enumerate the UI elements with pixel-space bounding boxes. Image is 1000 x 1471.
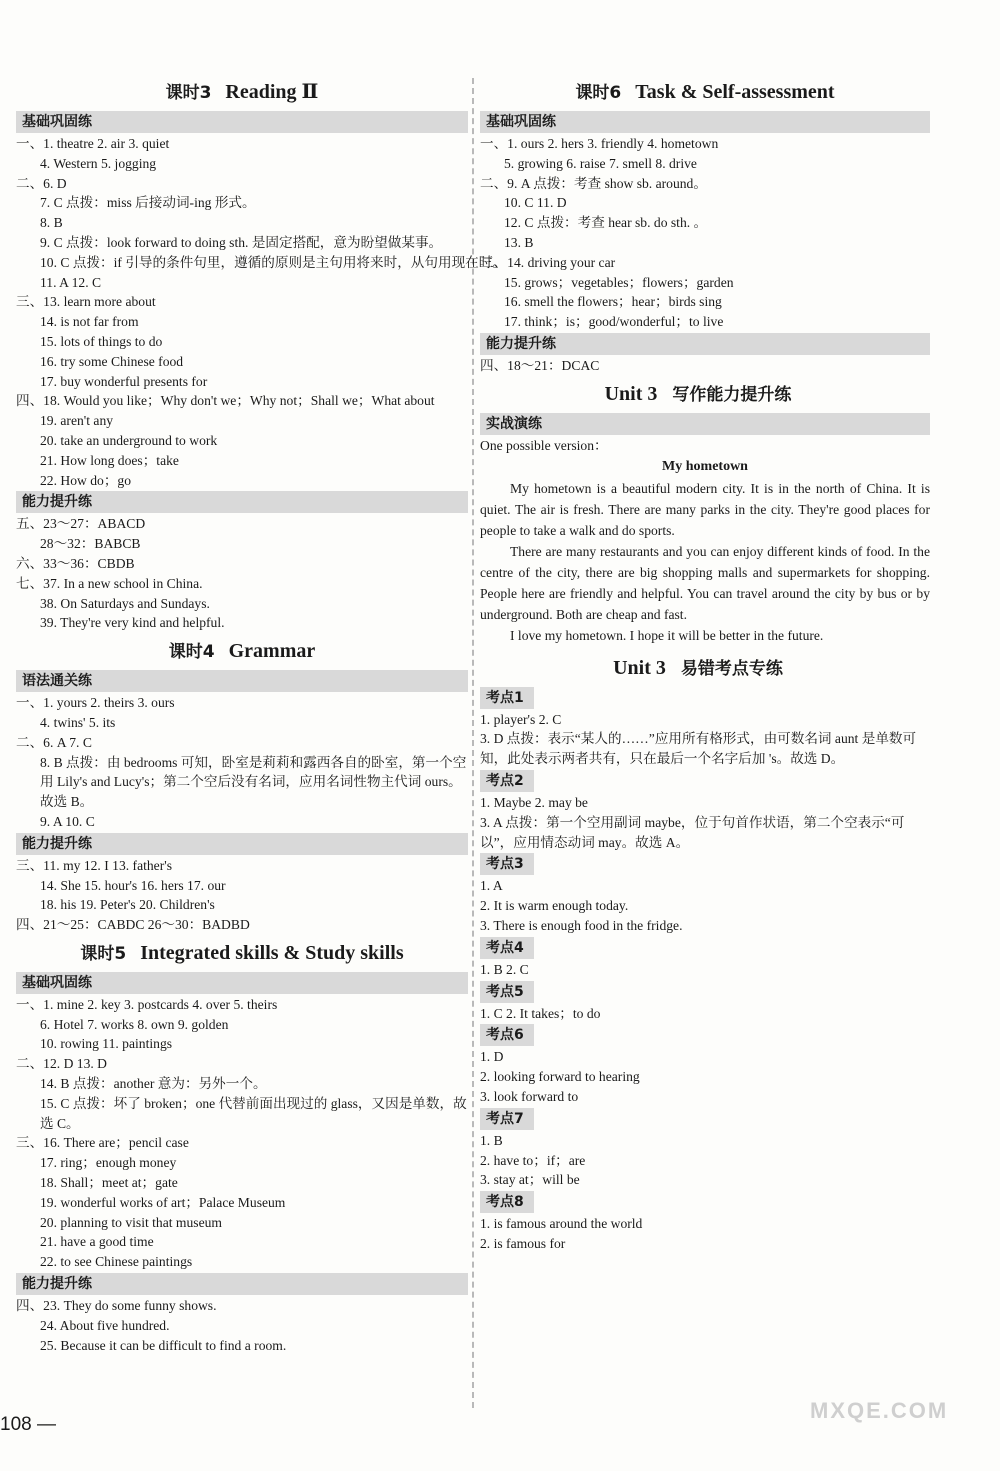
answer-line: 11. A 12. C	[40, 274, 102, 290]
answer-line: 4. twins' 5. its	[40, 714, 116, 730]
point-label: 考点5	[480, 981, 534, 1003]
answer-line: 1. C 2. It takes；to do	[480, 1005, 601, 1021]
answer-line: 二、9. A 点拨：考查 show sb. around。	[480, 175, 707, 191]
answer-list	[480, 356, 930, 376]
watermark: MXQE.COM	[810, 1398, 949, 1423]
right-column	[480, 74, 930, 1254]
answer-line: 1. B 2. C	[480, 961, 529, 977]
answer-line: 25. Because it can be difficult to find a room.	[40, 1337, 287, 1353]
answer-line: 五、23～27：ABACD	[16, 516, 146, 532]
essay-body	[480, 478, 930, 646]
answer-line: 三、11. my 12. I 13. father's	[16, 857, 172, 873]
answer-line: 14. She 15. hour's 16. hers 17. our	[40, 877, 226, 893]
answer-line: 四、18～21：DCAC	[480, 357, 600, 373]
answer-line: 二、12. D 13. D	[16, 1056, 108, 1072]
answer-list	[16, 1296, 468, 1355]
answer-line: 22. How do；go	[40, 472, 132, 488]
answer-line: 四、23. They do some funny shows.	[16, 1298, 217, 1314]
answer-line: 4. Western 5. jogging	[40, 155, 157, 171]
section-title-lesson3: 课时3 Reading Ⅱ	[165, 81, 319, 103]
answer-line: 四、21～25：CABDC 26～30：BADBD	[16, 917, 250, 933]
point-label: 考点6	[480, 1024, 534, 1046]
answer-line: 1. is famous around the world	[480, 1216, 643, 1232]
answer-line: 1. D	[480, 1049, 504, 1065]
answer-line: 14. B 点拨：another 意为：另外一个。	[40, 1076, 267, 1092]
answer-line: 22. to see Chinese paintings	[40, 1254, 193, 1270]
answer-line: 2. It is warm enough today.	[480, 898, 629, 914]
answer-line: 1. B	[480, 1132, 503, 1148]
essay-intro: One possible version：	[480, 437, 608, 453]
answer-line: 10. C 点拨：if 引导的条件句里，遵循的原则是主句用将来时，从句用现在时。	[40, 254, 506, 270]
answer-line: 2. is famous for	[480, 1235, 566, 1251]
answer-line: 二、6. D	[16, 175, 67, 191]
answer-line: 1. player's 2. C	[480, 711, 562, 727]
answer-line: 16. smell the flowers；hear；birds sing	[504, 294, 722, 310]
point-label: 考点3	[480, 853, 534, 875]
answer-line: 18. his 19. Peter's 20. Children's	[40, 897, 215, 913]
essay-paragraph: There are many restaurants and you can enjoy different kinds of food. In the centre of the city, there are big shopping malls and supermarkets for shopping. People here are friendly and helpful. You can travel around the city by bus or by underground. Both are cheap and fast.	[480, 543, 930, 622]
answer-line: 18. Shall；meet at；gate	[40, 1175, 178, 1191]
answer-line: 20. take an underground to work	[40, 432, 218, 448]
section-bar: 能力提升练	[16, 1273, 468, 1295]
answer-line: 10. rowing 11. paintings	[40, 1036, 173, 1052]
essay-paragraph: My hometown is a beautiful modern city. It is in the north of China. It is quiet. The air is fresh. There are many parks in the city. They're good places for people to take a walk and do sports.	[480, 480, 930, 538]
answer-line: 6. Hotel 7. works 8. own 9. golden	[40, 1016, 229, 1032]
answer-line: 15. C 点拨：坏了 broken；one 代替前面出现过的 glass，又因是单数，故选 C。	[40, 1095, 467, 1131]
answer-line: 2. have to；if；are	[480, 1152, 586, 1168]
answer-line: 38. On Saturdays and Sundays.	[40, 595, 210, 611]
answer-line: 一、1. ours 2. hers 3. friendly 4. hometown	[480, 136, 719, 151]
answer-list	[480, 134, 930, 332]
answer-line: 8. B	[40, 215, 63, 231]
answer-line: 二、6. A 7. C	[16, 734, 92, 750]
answer-line: 5. growing 6. raise 7. smell 8. drive	[504, 155, 697, 171]
answer-line: 一、1. theatre 2. air 3. quiet	[16, 136, 170, 151]
answer-line: 3. D 点拨：表示“某人的……”应用所有格形式，由可数名词 aunt 是单数可知，此处表示两者共有，只在最后一个名字后加 's。故选 D。	[480, 731, 917, 767]
section-title-lesson6: 课时6 Task & Self-assessment	[575, 81, 835, 103]
section-bar: 能力提升练	[16, 491, 468, 513]
answer-line: 9. A 10. C	[40, 813, 95, 829]
answer-line: 17. think；is；good/wonderful；to live	[504, 314, 724, 330]
answer-line: 10. C 11. D	[504, 195, 567, 211]
point-label: 考点2	[480, 770, 534, 792]
answer-line: 12. C 点拨：考查 hear sb. do sth. 。	[504, 215, 708, 231]
column-divider	[472, 78, 474, 1408]
answer-line: 24. About five hundred.	[40, 1317, 170, 1333]
answer-line: 三、13. learn more about	[16, 294, 156, 310]
answer-line: 19. wonderful works of art；Palace Museum	[40, 1194, 286, 1210]
answer-line: 三、16. There are；pencil case	[16, 1135, 189, 1151]
answer-list	[16, 134, 506, 490]
answer-line: 3. A 点拨：第一个空用副词 maybe，位于句首作状语，第二个空表示“可以”，应用情态动词 may。故选 A。	[480, 814, 905, 850]
answer-line: 8. B 点拨：由 bedrooms 可知，卧室是莉莉和露西各自的卧室，第一个空用 Lily's and Lucy's；第二个空后没有名词，应用名词性物主代词 ours。故选 B。	[40, 754, 467, 810]
answer-line: 21. How long does；take	[40, 452, 179, 468]
answer-line: 15. grows；vegetables；flowers；garden	[504, 274, 734, 290]
answer-line: 四、18. Would you like；Why don't we；Why not；Shall we；What about	[16, 393, 435, 409]
section-title-lesson5: 课时5 Integrated skills & Study skills	[80, 941, 404, 964]
answer-line: 3. look forward to	[480, 1088, 579, 1104]
answer-line: 7. C 点拨：miss 后接动词-ing 形式。	[40, 195, 256, 211]
point-label: 考点1	[480, 687, 534, 709]
answer-list	[16, 995, 468, 1272]
answer-line: 一、1. mine 2. key 3. postcards 4. over 5. theirs	[16, 996, 278, 1012]
answer-line: 三、14. driving your car	[480, 254, 616, 270]
answer-line: 9. C 点拨：look forward to doing sth. 是固定搭配，意为盼望做某事。	[40, 234, 443, 250]
answer-line: 3. stay at；will be	[480, 1172, 580, 1188]
answer-line: 3. There is enough food in the fridge.	[480, 917, 683, 933]
section-bar: 基础巩固练	[16, 972, 468, 994]
section-title-lesson4: 课时4 Grammar	[168, 640, 316, 663]
section-bar: 基础巩固练	[480, 111, 930, 133]
section-bar: 能力提升练	[480, 333, 930, 355]
essay-title: My hometown	[662, 458, 748, 474]
section-bar: 实战演练	[480, 413, 930, 435]
point-label: 考点7	[480, 1108, 534, 1130]
point-label: 考点8	[480, 1191, 534, 1213]
answer-line: 13. B	[504, 234, 534, 250]
answer-list	[16, 693, 468, 832]
answer-line: 14. is not far from	[40, 314, 139, 330]
answer-list	[16, 856, 468, 935]
essay-paragraph: I love my hometown. I hope it will be better in the future.	[510, 627, 824, 643]
answer-line: 28～32：BABCB	[40, 536, 141, 552]
page-number: 108 —	[0, 1414, 56, 1435]
answer-line: 17. ring；enough money	[40, 1155, 177, 1171]
answer-line: 2. looking forward to hearing	[480, 1069, 640, 1085]
answer-line: 19. aren't any	[40, 413, 114, 429]
section-title-writing: Unit 3 写作能力提升练	[604, 382, 792, 405]
answer-line: 15. lots of things to do	[40, 333, 163, 349]
answer-list	[16, 514, 468, 633]
answer-line: 六、33～36：CBDB	[16, 555, 135, 571]
section-bar: 能力提升练	[16, 833, 468, 855]
point-label: 考点4	[480, 937, 534, 959]
section-bar: 语法通关练	[16, 670, 468, 692]
section-bar: 基础巩固练	[16, 111, 468, 133]
answer-line: 一、1. yours 2. theirs 3. ours	[16, 695, 175, 711]
answer-line: 20. planning to visit that museum	[40, 1214, 222, 1230]
answer-line: 1. Maybe 2. may be	[480, 794, 588, 810]
answer-line: 39. They're very kind and helpful.	[40, 615, 225, 631]
answer-line: 七、37. In a new school in China.	[16, 575, 203, 591]
section-title-errors: Unit 3 易错考点专练	[613, 656, 783, 679]
error-points	[480, 686, 930, 1254]
answer-line: 1. A	[480, 878, 503, 894]
answer-line: 17. buy wonderful presents for	[40, 373, 208, 389]
answer-line: 21. have a good time	[40, 1234, 154, 1250]
answer-line: 16. try some Chinese food	[40, 353, 184, 369]
